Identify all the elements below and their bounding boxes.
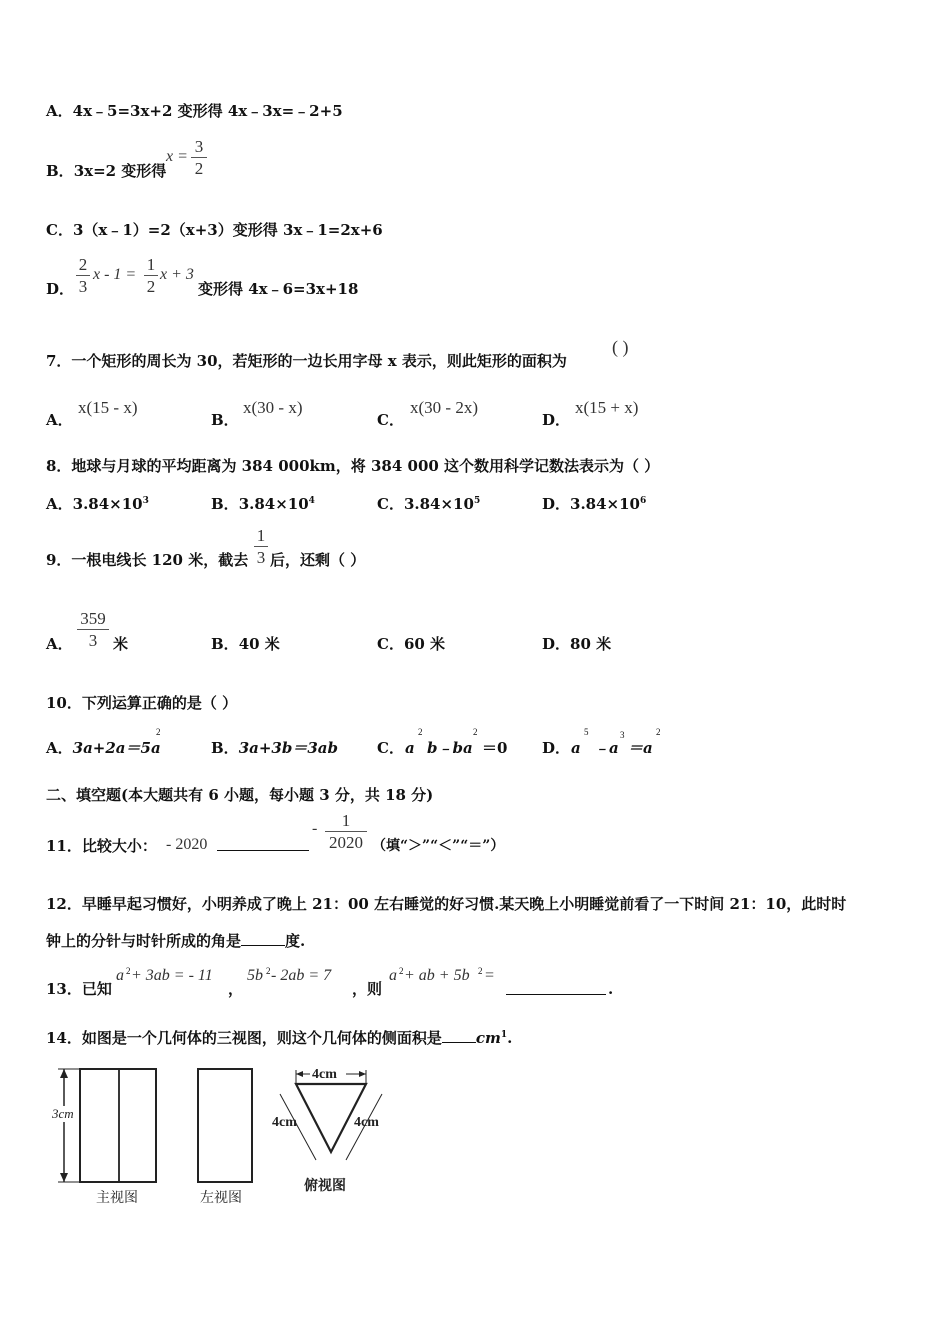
q10-option-c-label: C． xyxy=(377,739,404,757)
option-text: 3a+3b＝3ab xyxy=(238,739,338,757)
exponent: 2 xyxy=(156,727,161,737)
option-base: 3.84×10 xyxy=(72,495,143,513)
q11-neg: - xyxy=(312,820,318,837)
q11-lhs: - 2020 xyxy=(166,836,208,853)
q9-stem-a: 9．一根电线长 120 米，截去 xyxy=(46,551,249,569)
expr-var: a xyxy=(389,967,397,984)
option-text: 80 米 xyxy=(570,635,612,653)
expr-rest: + 3ab = - 11 xyxy=(131,967,213,984)
math-lhs: x = xyxy=(166,148,188,165)
option-label: A． xyxy=(46,102,73,120)
q8-option-c xyxy=(377,491,480,514)
q14-stem-text: 14．如图是一个几何体的三视图，则这个几何体的侧面积是 xyxy=(46,1029,442,1047)
option-label: B． xyxy=(211,739,239,757)
q10-option-c-end: ＝0 xyxy=(482,739,508,757)
unit: cm xyxy=(475,1029,501,1047)
exponent: 4 xyxy=(308,496,315,506)
q10-option-c-mid: b﹣ba xyxy=(427,739,473,757)
side-view xyxy=(198,1069,252,1206)
q10-option-d-label: D． xyxy=(542,739,571,757)
q9-option-a-label: A． xyxy=(46,635,73,653)
q10-option-d-end: ＝a xyxy=(628,739,653,757)
q13-stem: 13．已知 xyxy=(46,980,112,998)
answer-blank[interactable] xyxy=(217,836,309,851)
answer-blank[interactable] xyxy=(241,931,285,946)
numerator: 1 xyxy=(146,255,156,274)
denominator: 2 xyxy=(194,159,204,178)
numerator: 359 xyxy=(80,609,106,628)
q8-option-b xyxy=(211,491,315,514)
fraction-1-over-2 xyxy=(144,255,158,296)
left-length-label: 4cm xyxy=(272,1115,297,1130)
option-label: C． xyxy=(377,495,404,513)
fraction-1-over-2020 xyxy=(325,811,367,852)
height-label: 3cm xyxy=(52,1106,74,1121)
option-text: 3（x﹣1）=2（x+3）变形得 3x﹣1=2x+6 xyxy=(72,221,383,239)
exponent: 2 xyxy=(399,966,404,976)
top-view xyxy=(272,1066,382,1194)
expr-rest: - 2ab = 7 xyxy=(271,967,332,984)
q7-option-a-expr: x(15 - x) xyxy=(78,398,138,417)
front-view xyxy=(51,1069,156,1206)
q12-line1: 12．早睡早起习惯好，小明养成了晚上 21：00 左右睡觉的好习惯.某天晚上小明睡觉前看了一下时间 21：10，此时时 xyxy=(46,895,847,913)
option-text: 3a+2a＝5a xyxy=(72,739,161,757)
q11-hint: （填“＞”“＜”“＝”） xyxy=(372,838,505,854)
q7-option-d-expr: x(15 + x) xyxy=(575,398,639,417)
q9-option-c xyxy=(377,634,445,654)
answer-paren: ( ) xyxy=(612,337,629,357)
option-label: C． xyxy=(46,221,73,239)
exponent: 2 xyxy=(126,966,131,976)
option-label: B． xyxy=(211,495,239,513)
option-label: B． xyxy=(46,162,74,180)
fraction-2-over-3 xyxy=(76,255,90,296)
q14-stem xyxy=(46,1025,512,1048)
option-text: 60 米 xyxy=(403,635,446,653)
numerator: 2 xyxy=(78,255,88,274)
denominator: 2020 xyxy=(329,833,363,852)
exponent: 2 xyxy=(656,727,661,737)
option-label: B． xyxy=(211,635,239,653)
math-tail: x + 3 xyxy=(160,266,194,283)
exponent: 5 xyxy=(584,727,589,737)
denominator: 3 xyxy=(88,631,98,650)
period: . xyxy=(608,980,614,998)
exponent: 6 xyxy=(640,496,647,506)
q9-stem-b: 后，还剩（ ） xyxy=(270,551,366,569)
exponent: 3 xyxy=(142,496,149,506)
q7-option-a-label: A． xyxy=(46,411,73,429)
q12-line2-text: 钟上的分针与时针所成的角是 xyxy=(46,932,242,950)
top-view-label: 俯视图 xyxy=(304,1179,346,1194)
q10-stem: 10．下列运算正确的是（ ） xyxy=(46,694,238,712)
option-label: C． xyxy=(377,635,404,653)
q7-option-c-label: C． xyxy=(377,411,404,429)
q7-option-b-label: B． xyxy=(211,411,239,429)
q6-option-c xyxy=(46,220,383,240)
side-view-label: 左视图 xyxy=(200,1191,242,1206)
q12-line2 xyxy=(46,931,305,951)
expr-var: a xyxy=(116,967,124,984)
three-views-figure xyxy=(48,1060,398,1210)
comma: ， xyxy=(228,980,244,998)
answer-blank[interactable] xyxy=(506,980,606,995)
period: . xyxy=(507,1029,513,1047)
q10-option-a xyxy=(46,738,161,758)
option-text: 3x=2 变形得 xyxy=(73,162,167,180)
q6-option-a xyxy=(46,101,343,121)
option-base: 3.84×10 xyxy=(570,495,640,513)
math-mid: x - 1 = xyxy=(93,266,137,283)
q10-option-d-a: a xyxy=(571,739,581,757)
numerator: 3 xyxy=(194,137,204,156)
q10-option-d-mid: ﹣a xyxy=(594,739,619,757)
exponent: 2 xyxy=(266,966,271,976)
denominator: 3 xyxy=(256,548,266,567)
answer-blank[interactable] xyxy=(442,1028,476,1043)
option-label: A． xyxy=(46,739,73,757)
exponent: 1 xyxy=(500,1030,508,1040)
exponent: 2 xyxy=(478,966,483,976)
front-view-label: 主视图 xyxy=(96,1191,138,1206)
fraction-3-over-2 xyxy=(191,137,207,178)
q9-option-b xyxy=(211,634,280,654)
exponent: 2 xyxy=(473,727,478,737)
option-text: 变形得 4x﹣6=3x+18 xyxy=(198,280,359,298)
q7-option-b-expr: x(30 - x) xyxy=(243,398,303,417)
exponent: 5 xyxy=(473,496,481,506)
right-length-label: 4cm xyxy=(354,1115,379,1130)
numerator: 1 xyxy=(341,811,351,830)
expr-rest: + ab + 5b xyxy=(404,967,470,984)
top-width-label: 4cm xyxy=(312,1067,337,1082)
option-base: 3.84×10 xyxy=(238,495,309,513)
expr-var: 5b xyxy=(247,967,263,984)
option-text: 4x﹣5=3x+2 变形得 4x﹣3x=﹣2+5 xyxy=(72,102,343,120)
option-label: A． xyxy=(46,495,73,513)
option-base: 3.84×10 xyxy=(403,495,474,513)
fraction-359-over-3 xyxy=(77,609,109,650)
q11-stem: 11．比较大小： xyxy=(46,837,157,855)
q10-option-b xyxy=(211,738,338,758)
exponent: 3 xyxy=(620,730,625,740)
exponent: 2 xyxy=(418,727,423,737)
q9-option-a-unit: 米 xyxy=(113,635,129,653)
q7-option-c-expr: x(30 - 2x) xyxy=(410,398,478,417)
q6-option-d-label: D． xyxy=(46,280,75,298)
option-label: D． xyxy=(542,495,571,513)
option-label: D． xyxy=(542,635,571,653)
q8-option-a xyxy=(46,491,149,514)
fraction-1-over-3 xyxy=(254,526,268,567)
then-text: ，则 xyxy=(352,980,383,998)
denominator: 3 xyxy=(78,277,88,296)
expr-rest: = xyxy=(484,967,495,984)
q6-option-b xyxy=(46,161,166,181)
q7-option-d-label: D． xyxy=(542,411,571,429)
q8-stem: 8．地球与月球的平均距离为 384 000km，将 384 000 这个数用科学记数法表示为（ ） xyxy=(46,457,660,475)
denominator: 2 xyxy=(146,277,156,296)
option-text: 40 米 xyxy=(238,635,280,653)
numerator: 1 xyxy=(256,526,266,545)
q10-option-c-a: a xyxy=(405,739,415,757)
q7-stem: 7．一个矩形的周长为 30，若矩形的一边长用字母 x 表示，则此矩形的面积为 xyxy=(46,352,567,370)
q12-line2-end: 度. xyxy=(285,932,306,950)
section-heading: 二、填空题(本大题共有 6 小题，每小题 3 分，共 18 分) xyxy=(46,786,434,804)
q8-option-d xyxy=(542,491,646,514)
q9-option-d xyxy=(542,634,611,654)
